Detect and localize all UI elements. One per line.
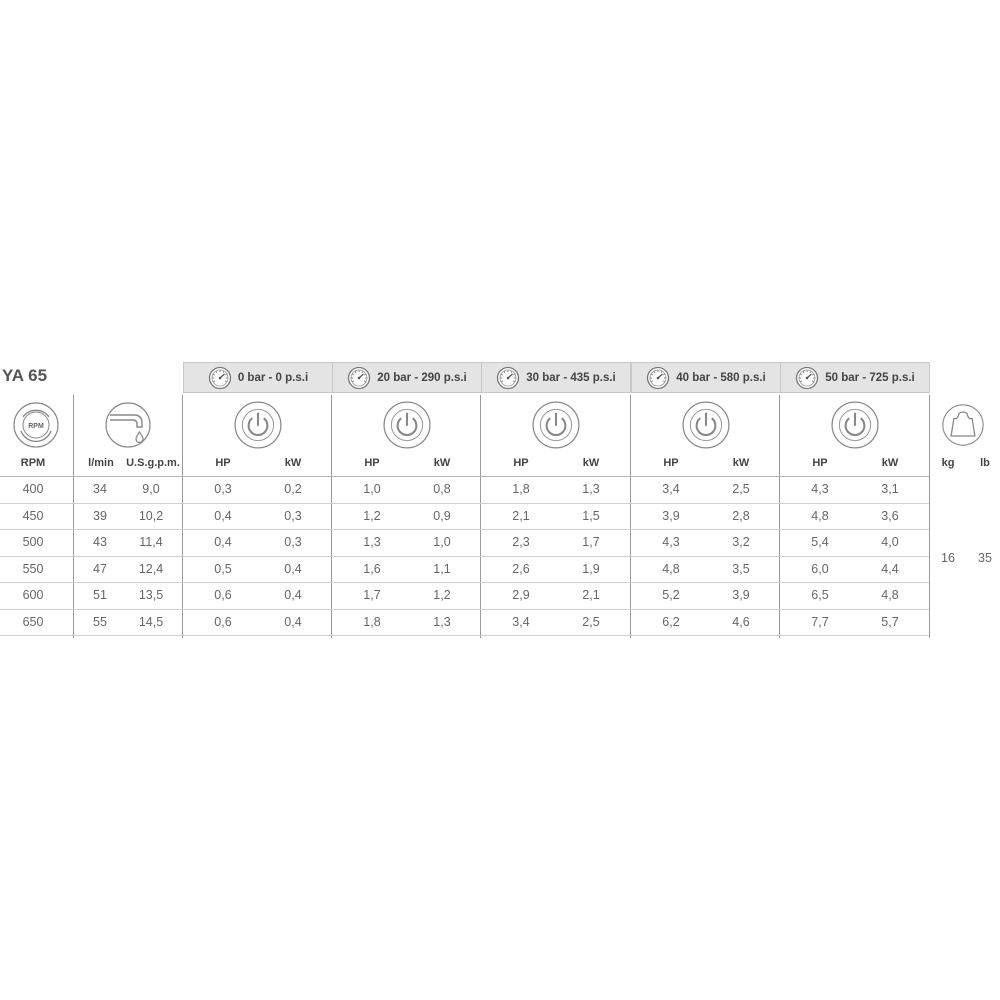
column-divider	[182, 395, 183, 638]
cell-kw: 4,4	[881, 561, 899, 576]
cell-hp: 3,9	[662, 508, 680, 523]
cell-hp: 7,7	[811, 614, 829, 629]
cell-hp: 6,2	[662, 614, 680, 629]
pressure-header-label: 0 bar - 0 p.s.i	[237, 371, 309, 384]
cell-hp: 1,2	[363, 508, 381, 523]
header-hp: HP	[812, 457, 828, 469]
cell-rpm: 450	[22, 508, 44, 523]
cell-usgpm: 9,0	[142, 482, 160, 496]
cell-lmin: 39	[93, 508, 107, 523]
cell-rpm: 600	[22, 588, 44, 602]
cell-kw: 0,9	[433, 508, 451, 523]
cell-kw: 1,2	[433, 588, 451, 602]
header-kw: kW	[284, 457, 302, 469]
cell-rpm: 650	[22, 614, 44, 629]
cell-rpm: 550	[22, 561, 44, 576]
row-divider	[0, 529, 929, 530]
cell-hp: 0,4	[214, 535, 232, 549]
cell-hp: 0,5	[214, 561, 232, 576]
cell-hp: 1,6	[363, 561, 381, 576]
pressure-header-0	[183, 362, 333, 393]
header-hp: HP	[215, 457, 231, 469]
cell-kw: 1,3	[433, 614, 451, 629]
row-divider	[0, 476, 929, 477]
cell-kw: 1,5	[582, 508, 600, 523]
cell-hp: 1,3	[363, 535, 381, 549]
cell-lmin: 43	[93, 535, 107, 549]
cell-rpm: 500	[22, 535, 44, 549]
pressure-gauge-icon	[496, 366, 520, 390]
header-usgpm: U.S.g.p.m.	[126, 457, 180, 469]
cell-hp: 1,8	[512, 482, 530, 496]
model-title: YA 65	[2, 366, 48, 385]
column-divider	[929, 395, 930, 638]
row-divider	[0, 556, 929, 557]
cell-kw: 1,0	[433, 535, 451, 549]
cell-usgpm: 14,5	[138, 614, 164, 629]
cell-weight-lb: 35	[978, 551, 992, 565]
header-kw: kW	[582, 457, 600, 469]
header-hp: HP	[663, 457, 679, 469]
power-icon	[233, 400, 283, 450]
column-divider	[331, 395, 332, 638]
cell-kw: 2,5	[582, 614, 600, 629]
cell-usgpm: 10,2	[138, 508, 164, 523]
cell-kw: 3,9	[732, 588, 750, 602]
column-divider	[73, 395, 74, 638]
cell-kw: 1,3	[582, 482, 600, 496]
header-kw: kW	[433, 457, 451, 469]
cell-hp: 3,4	[512, 614, 530, 629]
faucet-drop-icon	[104, 401, 152, 449]
cell-kw: 0,3	[284, 508, 302, 523]
pressure-gauge-icon	[646, 366, 670, 390]
cell-usgpm: 11,4	[139, 535, 163, 549]
cell-kw: 3,1	[881, 482, 899, 496]
row-divider	[0, 609, 929, 610]
cell-hp: 3,4	[662, 482, 680, 496]
cell-hp: 4,3	[662, 535, 680, 549]
pressure-header-2	[481, 362, 631, 393]
cell-usgpm: 13,5	[138, 588, 164, 602]
cell-hp: 2,1	[512, 508, 530, 523]
cell-lmin: 51	[93, 588, 107, 602]
cell-kw: 5,7	[881, 614, 899, 629]
cell-hp: 0,3	[214, 482, 232, 496]
cell-lmin: 47	[93, 561, 107, 576]
pressure-header-3	[631, 362, 781, 393]
cell-hp: 6,5	[811, 588, 829, 602]
row-divider	[0, 635, 929, 636]
cell-kw: 4,8	[881, 588, 899, 602]
cell-kw: 3,6	[881, 508, 899, 523]
header-kw: kW	[881, 457, 899, 469]
cell-kw: 1,9	[582, 561, 600, 576]
cell-lmin: 34	[93, 482, 107, 496]
cell-hp: 4,8	[662, 561, 680, 576]
cell-hp: 1,8	[363, 614, 381, 629]
header-hp: HP	[364, 457, 380, 469]
header-kg: kg	[941, 457, 955, 469]
cell-kw: 3,2	[732, 535, 750, 549]
cell-kw: 4,0	[881, 535, 899, 549]
column-divider	[480, 395, 481, 638]
cell-usgpm: 12,4	[138, 561, 164, 576]
cell-kw: 4,6	[732, 614, 750, 629]
pressure-gauge-icon	[208, 366, 232, 390]
cell-hp: 0,6	[214, 588, 232, 602]
cell-kw: 2,8	[732, 508, 750, 523]
cell-lmin: 55	[93, 614, 107, 629]
cell-kw: 0,4	[284, 588, 302, 602]
cell-hp: 0,4	[214, 508, 232, 523]
rpm-gauge-icon	[12, 401, 60, 449]
header-lmin: l/min	[88, 457, 114, 469]
power-icon	[830, 400, 880, 450]
cell-hp: 0,6	[214, 614, 232, 629]
cell-kw: 0,2	[284, 482, 302, 496]
cell-hp: 2,9	[512, 588, 530, 602]
power-icon	[531, 400, 581, 450]
row-divider	[0, 503, 929, 504]
cell-hp: 5,2	[662, 588, 680, 602]
cell-hp: 2,3	[512, 535, 530, 549]
row-divider	[0, 582, 929, 583]
cell-kw: 2,5	[732, 482, 750, 496]
pressure-header-label: 20 bar - 290 p.s.i	[377, 371, 467, 384]
cell-kw: 3,5	[732, 561, 750, 576]
cell-kw: 1,1	[433, 561, 451, 576]
pressure-gauge-icon	[347, 366, 371, 390]
cell-hp: 1,0	[363, 482, 381, 496]
cell-hp: 4,8	[811, 508, 829, 523]
cell-hp: 1,7	[363, 588, 381, 602]
cell-kw: 0,3	[284, 535, 302, 549]
cell-hp: 5,4	[811, 535, 829, 549]
pressure-header-1	[332, 362, 482, 393]
header-lb: lb	[980, 457, 990, 469]
cell-kw: 2,1	[582, 588, 600, 602]
weight-icon	[941, 403, 985, 447]
power-icon	[382, 400, 432, 450]
cell-rpm: 400	[22, 482, 44, 496]
cell-kw: 0,4	[284, 614, 302, 629]
cell-kw: 0,8	[433, 482, 451, 496]
cell-hp: 2,6	[512, 561, 530, 576]
header-kw: kW	[732, 457, 750, 469]
cell-hp: 4,3	[811, 482, 829, 496]
column-divider	[630, 395, 631, 638]
pressure-header-label: 30 bar - 435 p.s.i	[526, 371, 616, 384]
pressure-header-label: 40 bar - 580 p.s.i	[676, 371, 766, 384]
cell-weight-kg: 16	[941, 551, 955, 565]
pressure-header-label: 50 bar - 725 p.s.i	[825, 371, 915, 384]
pressure-header-4	[780, 362, 930, 393]
power-icon	[681, 400, 731, 450]
column-divider	[779, 395, 780, 638]
pressure-gauge-icon	[795, 366, 819, 390]
header-hp: HP	[513, 457, 529, 469]
rpm-icon-text: RPM	[28, 423, 44, 430]
header-rpm: RPM	[20, 457, 46, 469]
cell-kw: 1,7	[582, 535, 600, 549]
cell-kw: 0,4	[284, 561, 302, 576]
cell-hp: 6,0	[811, 561, 829, 576]
